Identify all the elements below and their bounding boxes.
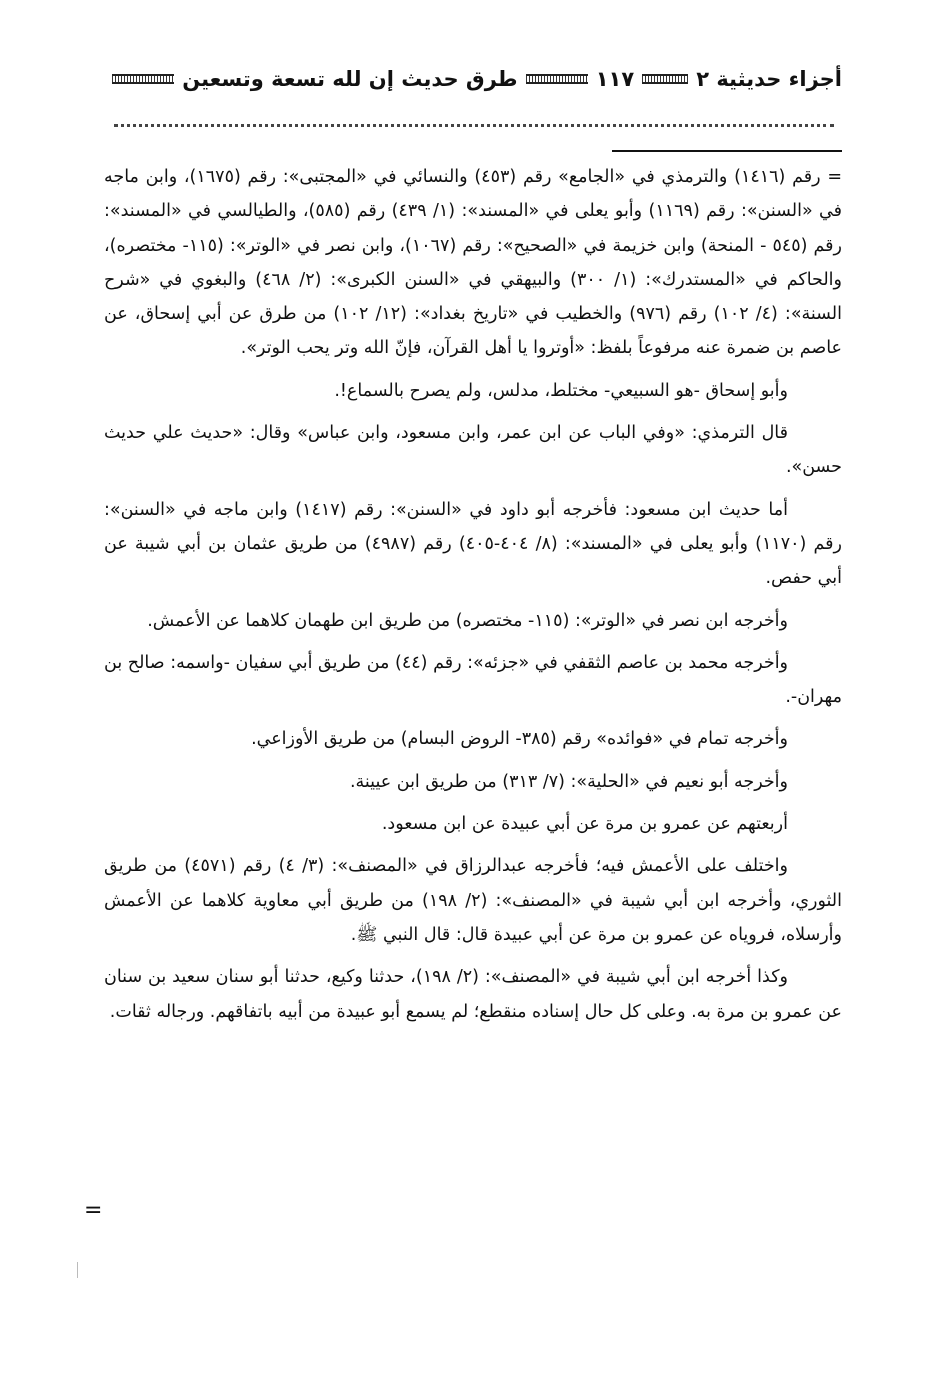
scan-speck: [77, 1262, 78, 1278]
header-rule: [526, 74, 588, 84]
footnote-paragraph-4: أما حديث ابن مسعود: فأخرجه أبو داود في «السنن»: رقم (١٤١٧) وابن ماجه في «السنن»: رقم (١١٧٠) وأبو يعلى في «المسند»: (٨/ ٤٠٤-٤٠٥) رقم (٤٩٨٧) من طريق عثمان بن أبي شيبة عن أبي حفص.: [104, 499, 842, 589]
footnote-paragraph-9: أربعتهم عن عمرو بن مرة عن أبي عبيدة عن ابن مسعود.: [381, 814, 788, 835]
footnote-paragraph-8: وأخرجه أبو نعيم في «الحلية»: (٧/ ٣١٣) من طريق ابن عيينة.: [349, 771, 788, 792]
footnote-paragraph-1: = رقم (١٤١٦) والترمذي في «الجامع» رقم (٤٥٣) والنسائي في «المجتبى»: رقم (١٦٧٥)، وابن ماجه في «السنن»: رقم (١١٦٩) وأبو يعلى في «المسند»: (١/ ٤٣٩) رقم (٥٨٥)، والطيالسي في «المسند»: رقم (٥٤٥ - المنحة) وابن خزيمة في «الصحيح»: رقم (١٠٦٧)، وابن نصر في «الوتر»: (١١٥- مختصره)، والحاكم في «المستدرك»: (١/ ٣٠٠) والبيهقي في «السنن الكبرى»: (٢/ ٤٦٨) والبغوي في «شرح السنة»: (٤/ ١٠٢) رقم (٩٧٦) والخطيب في «تاريخ بغداد»: (١٢/ ١٠٢) من طرق عن أبي إسحاق، عن عاصم بن ضمرة عنه مرفوعاً بلفظ: «أوتروا يا أهل القرآن، فإنّ الله وتر يحب الوتر».: [104, 167, 843, 359]
footnote-paragraph-3: قال الترمذي: «وفي الباب عن ابن عمر، وابن مسعود، وابن عباس» وقال: «حديث علي حديث حسن».: [104, 423, 842, 478]
footnote-paragraph-10: واختلف على الأعمش فيه؛ فأخرجه عبدالرزاق في «المصنف»: (٣/ ٤) رقم (٤٥٧١) من طريق الثوري، وأخرجه ابن أبي شيبة في «المصنف»: (٢/ ١٩٨) من طريق أبي معاوية كلاهما عن الأعمش وأرسلاه، فروياه عن عمرو بن مرة عن أبي عبيدة قال: قال النبي ﷺ.: [104, 856, 843, 945]
running-header: [104, 56, 842, 102]
footnote-paragraph-7: وأخرجه تمام في «فوائده» رقم (٣٨٥- الروض البسام) من طريق الأوزاعي.: [251, 729, 788, 750]
footnote-paragraph-6: وأخرجه محمد بن عاصم الثقفي في «جزئه»: رقم (٤٤) من طريق أبي سفيان -واسمه: صالح بن مهران-.: [104, 652, 842, 708]
continuation-mark: =: [84, 1198, 103, 1223]
header-rule: [642, 74, 688, 84]
footnote-paragraph-5: وأخرجه ابن نصر في «الوتر»: (١١٥- مختصره) من طريق ابن طهمان كلاهما عن الأعمش.: [147, 610, 788, 631]
header-rule: [112, 74, 174, 84]
book-title: أجزاء حديثية ٢: [696, 67, 842, 91]
page-number: ١١٧: [595, 67, 635, 91]
footnote-paragraph-11: وكذا أخرجه ابن أبي شيبة في «المصنف»: (٢/ ١٩٨)، حدثنا وكيع، حدثنا أبو سنان سعيد بن سنان عن عمرو بن مرة به. وعلى كل حال إسناده منقطع؛ لم يسمع أبو عبيدة من أبيه باتفاقهم. ورجاله ثقات.: [104, 967, 842, 1022]
chapter-title: طرق حديث إن لله تسعة وتسعين: [182, 67, 518, 91]
footnote-body: [104, 160, 842, 1029]
header-dotted-separator: [114, 124, 834, 127]
footnote-separator: [612, 150, 842, 152]
footnote-paragraph-2: وأبو إسحاق -هو السبيعي- مختلط، مدلس، ولم يصرح بالسماع!.: [334, 380, 788, 401]
